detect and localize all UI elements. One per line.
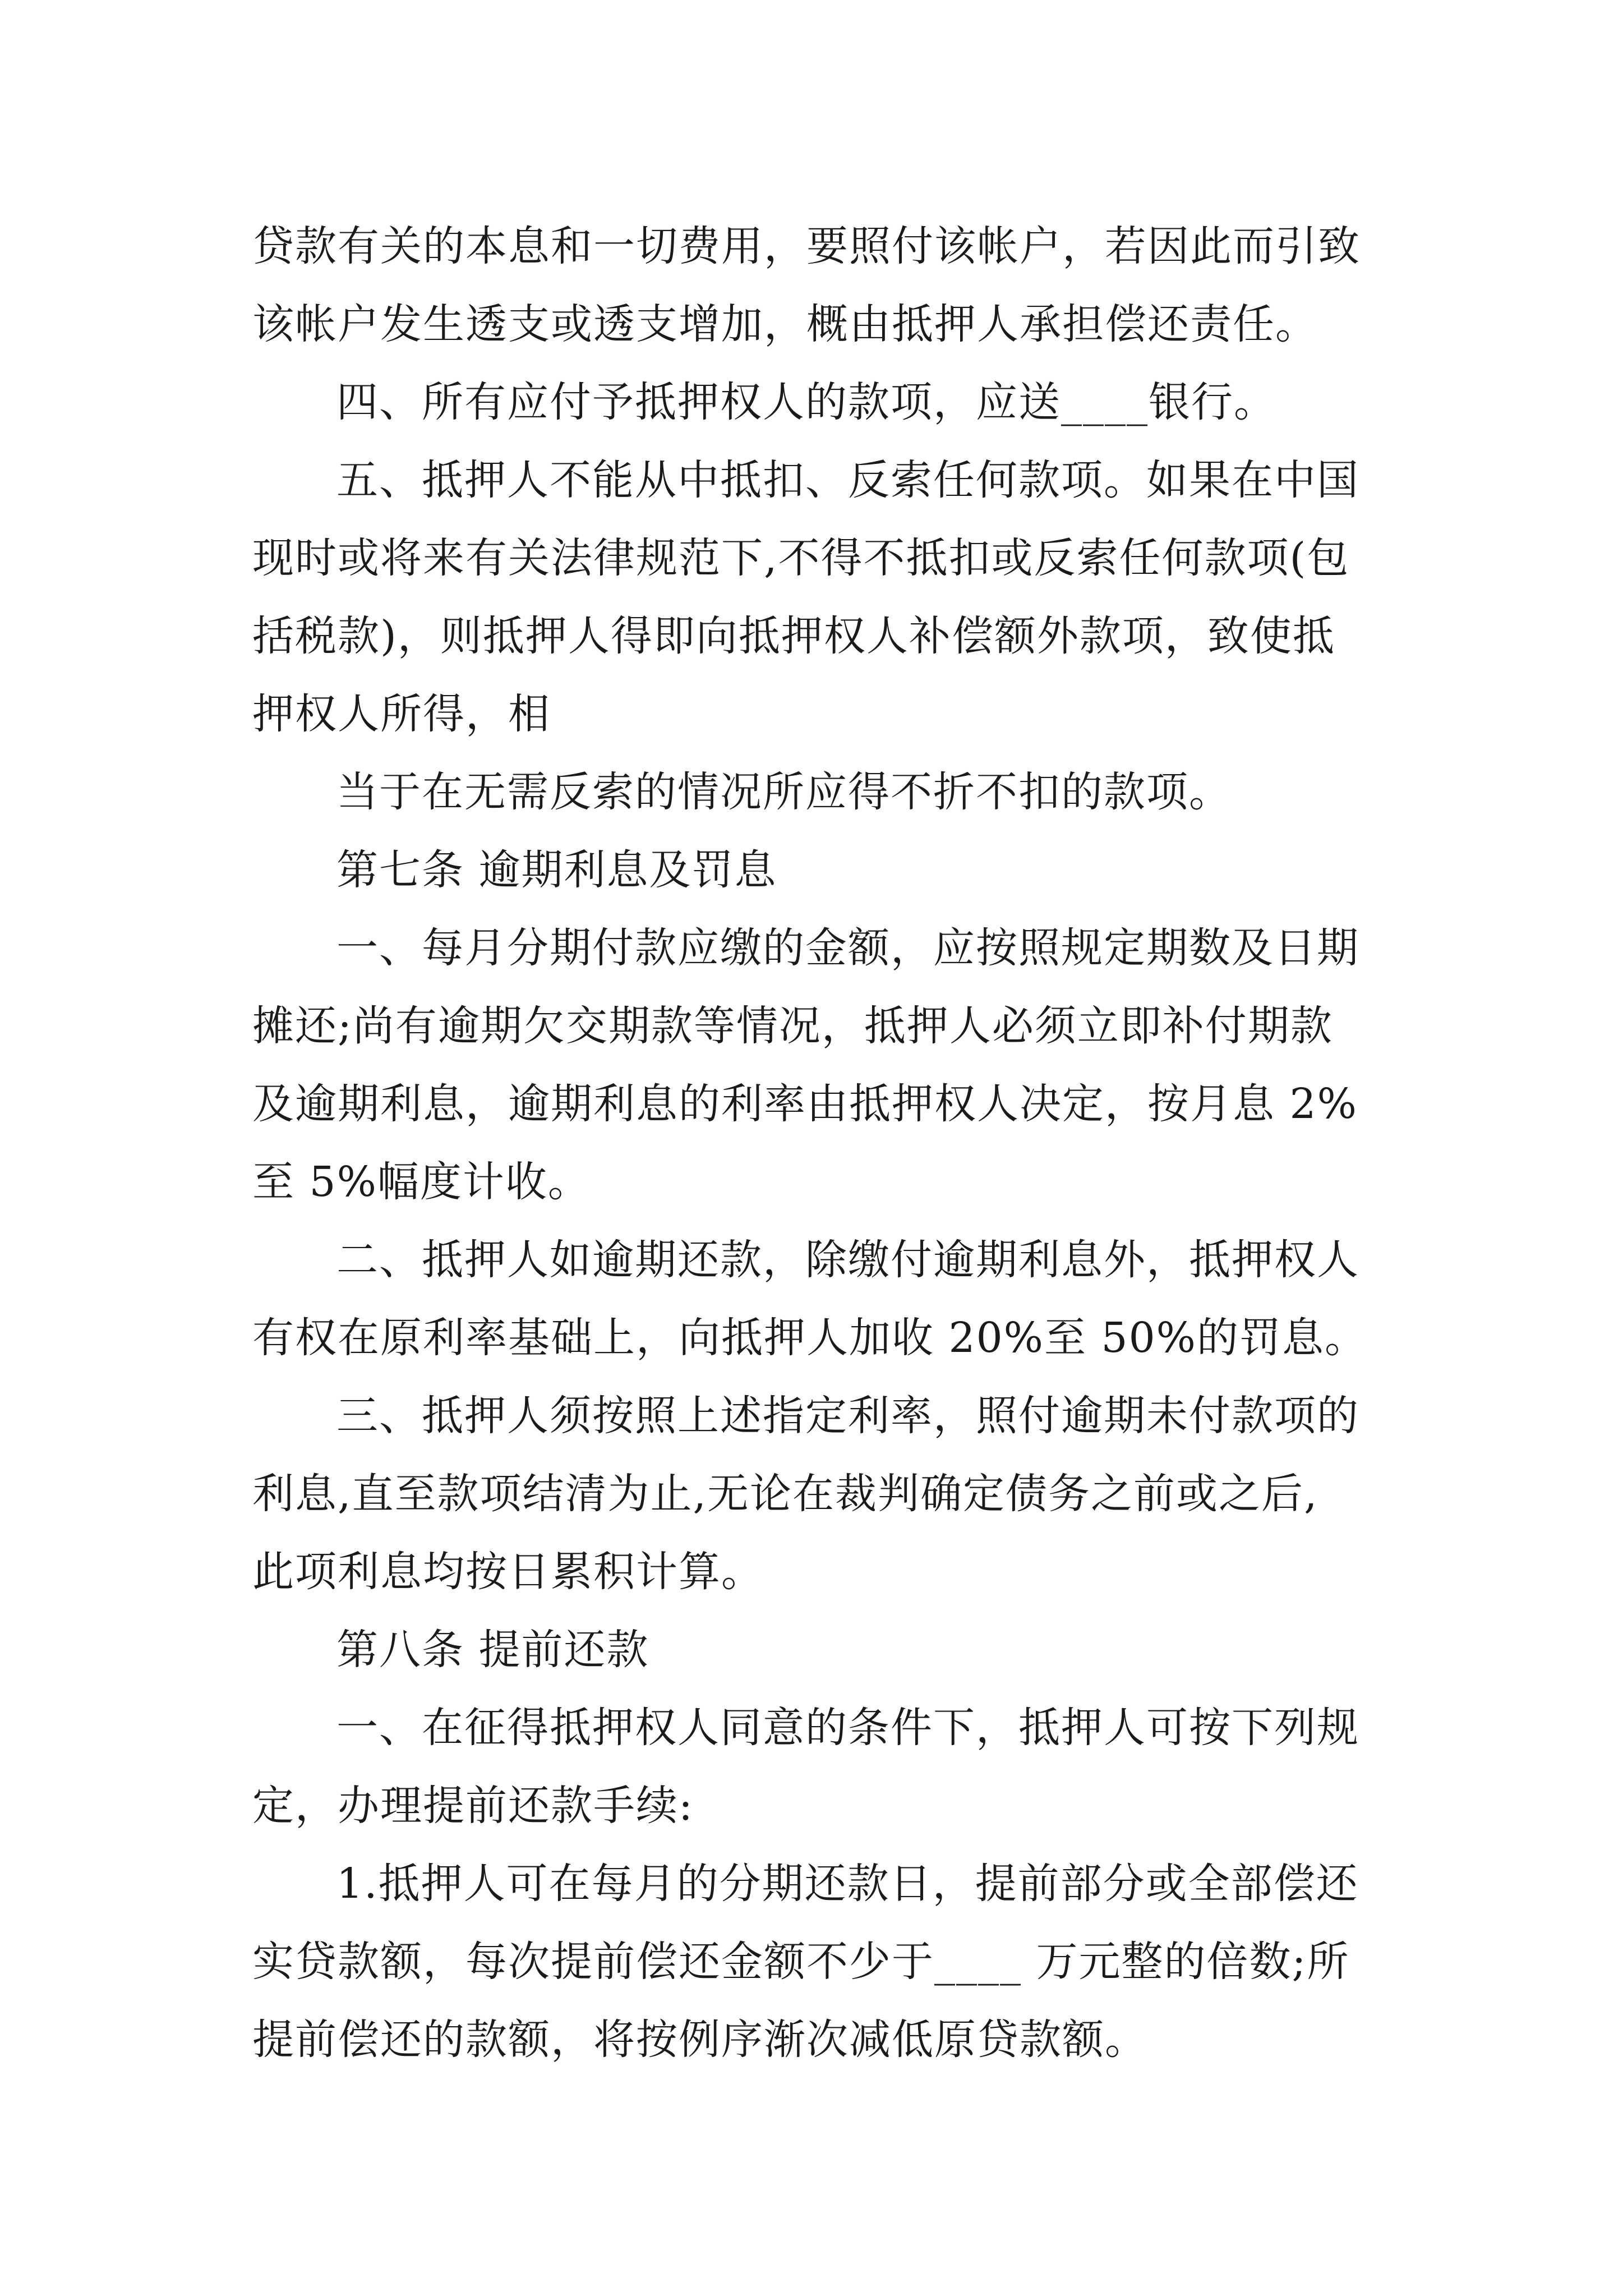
text-line: 有权在原利率基础上，向抵押人加收 20%至 50%的罚息。	[252, 1314, 1367, 1362]
text-line: 提前偿还的款额，将按例序渐次减低原贷款额。	[252, 2016, 1147, 2064]
text-line: 定，办理提前还款手续:	[252, 1782, 694, 1830]
text-line: 至 5%幅度计收。	[252, 1158, 591, 1206]
text-line: 当于在无需反索的情况所应得不折不扣的款项。	[336, 768, 1232, 816]
text-line: 利息,直至款项结清为止,无论在裁判确定债务之前或之后,	[252, 1470, 1318, 1518]
document-body	[252, 208, 1391, 2079]
text-line: 三、抵押人须按照上述指定利率，照付逾期未付款项的	[336, 1392, 1359, 1440]
text-line: 实贷款额，每次提前偿还金额不少于____ 万元整的倍数;所	[252, 1938, 1350, 1986]
section-heading: 第七条 逾期利息及罚息	[336, 846, 777, 894]
text-line: 及逾期利息，逾期利息的利率由抵押权人决定，按月息 2%	[252, 1080, 1358, 1128]
text-line: 一、在征得抵押权人同意的条件下，抵押人可按下列规	[336, 1704, 1359, 1752]
text-line: 四、所有应付予抵押权人的款项，应送____银行。	[336, 378, 1276, 426]
text-line: 摊还;尚有逾期欠交期款等情况，抵押人必须立即补付期款	[252, 1002, 1333, 1050]
text-line: 二、抵押人如逾期还款，除缴付逾期利息外，抵押权人	[336, 1236, 1359, 1284]
text-line: 1.抵押人可在每月的分期还款日，提前部分或全部偿还	[336, 1860, 1359, 1908]
text-line: 此项利息均按日累积计算。	[252, 1548, 764, 1596]
text-line: 括税款)，则抵押人得即向抵押权人补偿额外款项，致使抵	[252, 612, 1335, 660]
text-line: 一、每月分期付款应缴的金额，应按照规定期数及日期	[336, 924, 1359, 972]
text-line: 押权人所得，相	[252, 690, 551, 738]
section-heading: 第八条 提前还款	[336, 1626, 649, 1674]
text-line: 现时或将来有关法律规范下,不得不抵扣或反索任何款项(包	[252, 534, 1350, 582]
text-line: 该帐户发生透支或透支增加，概由抵押人承担偿还责任。	[252, 300, 1318, 348]
text-line: 贷款有关的本息和一切费用，要照付该帐户，若因此而引致	[252, 222, 1361, 270]
text-line: 五、抵押人不能从中抵扣、反索任何款项。如果在中国	[336, 456, 1359, 504]
